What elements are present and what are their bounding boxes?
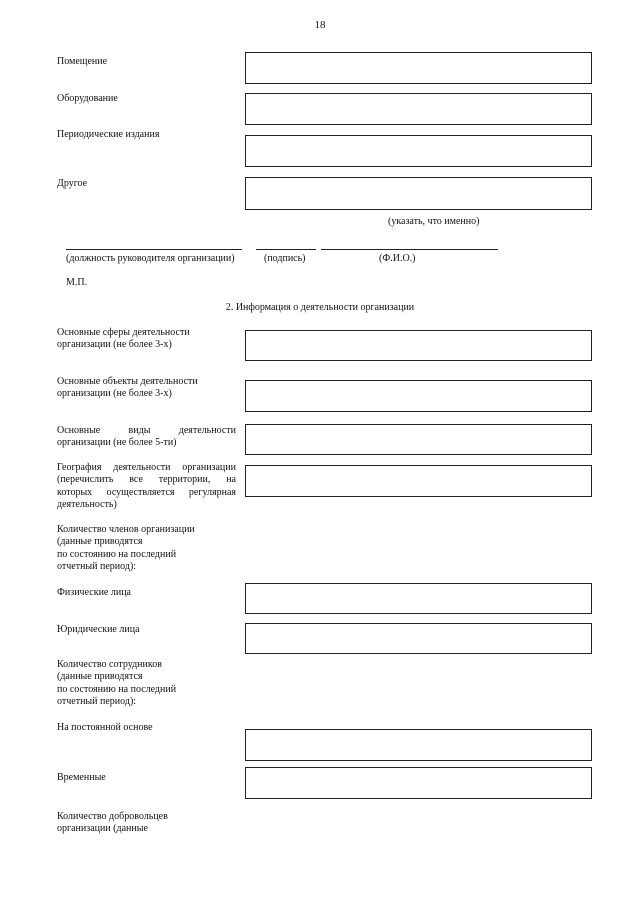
signature-caption: (подпись) (264, 253, 306, 264)
temporary-staff-label: Временные (57, 772, 106, 783)
activities-field[interactable] (245, 424, 592, 455)
periodicals-field[interactable] (245, 135, 592, 167)
other-field[interactable] (245, 177, 592, 210)
geography-label: География деятельности организации (перечислить все территории, на которых осуществляется регулярная деятельность) (57, 462, 236, 510)
stamp-mark: М.П. (66, 277, 88, 288)
permanent-staff-label: На постоянной основе (57, 722, 153, 733)
premises-field[interactable] (245, 52, 592, 84)
members-intro: Количество членов организации (данные приводятся по состоянию на последний отчетный период): (57, 524, 195, 572)
equipment-field[interactable] (245, 93, 592, 125)
other-label: Другое (57, 178, 88, 189)
geography-field[interactable] (245, 465, 592, 497)
staff-intro: Количество сотрудников (данные приводятся по состоянию на последний отчетный период): (57, 659, 177, 707)
section2-heading: 2. Информация о деятельности организации (225, 302, 415, 313)
name-line[interactable] (321, 249, 498, 250)
page-number: 18 (314, 19, 326, 31)
position-line[interactable] (66, 249, 242, 250)
permanent-staff-field[interactable] (245, 729, 592, 761)
signature-line[interactable] (256, 249, 316, 250)
individuals-label: Физические лица (57, 587, 131, 598)
other-note: (указать, что именно) (388, 216, 480, 227)
premises-label: Помещение (57, 56, 108, 67)
objects-label: Основные объекты деятельности организации (не более 3-х) (57, 376, 198, 400)
spheres-field[interactable] (245, 330, 592, 361)
legal-entities-label: Юридические лица (57, 624, 140, 635)
activities-label: Основные виды деятельности организации (не более 5-ти) (57, 425, 236, 449)
temporary-staff-field[interactable] (245, 767, 592, 799)
periodicals-label: Периодические издания (57, 129, 160, 140)
individuals-field[interactable] (245, 583, 592, 614)
position-caption: (должность руководителя организации) (66, 253, 235, 264)
objects-field[interactable] (245, 380, 592, 412)
legal-entities-field[interactable] (245, 623, 592, 654)
name-caption: (Ф.И.О.) (379, 253, 416, 264)
spheres-label: Основные сферы деятельности организации (не более 3-х) (57, 327, 190, 351)
volunteers-label: Количество добровольцев организации (данные (57, 811, 168, 835)
equipment-label: Оборудование (57, 93, 118, 104)
